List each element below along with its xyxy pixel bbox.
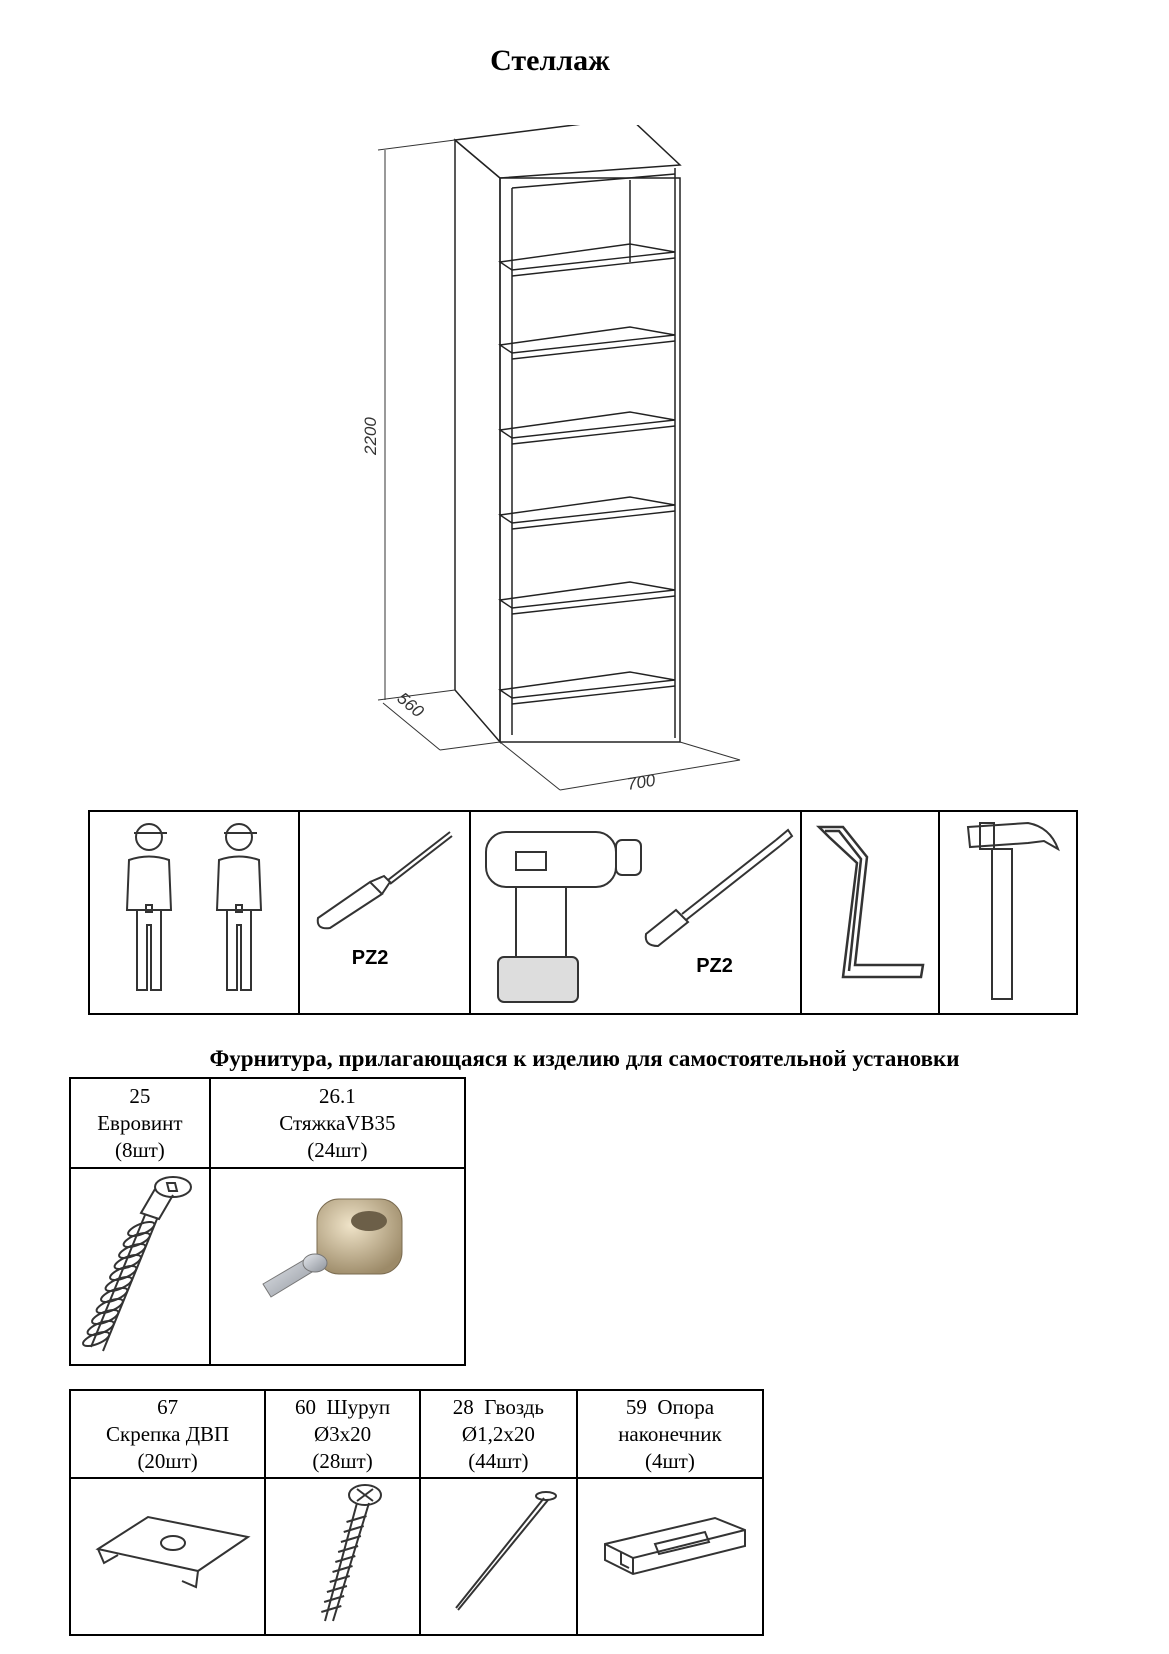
screwdriver-label: PZ2 — [351, 947, 389, 969]
cordless-drill-icon — [476, 812, 646, 1012]
bit-label: PZ2 — [696, 955, 733, 977]
height-dimension: 2200 — [361, 417, 380, 455]
shelf — [500, 244, 675, 270]
shelf — [500, 672, 675, 698]
hardware-header-panel-clip: 67 Скрепка ДВП (20шт) — [70, 1390, 265, 1478]
support-foot-icon — [585, 1504, 755, 1604]
shelf — [500, 327, 675, 353]
hardware-header-euro-screw: 25 Евровинт (8шт) — [70, 1078, 210, 1168]
depth-dimension: 560 — [393, 688, 428, 722]
hammer-cell — [939, 811, 1077, 1014]
screwdriver-cell — [299, 811, 470, 1014]
panel-clip-cell — [70, 1478, 265, 1635]
shelf — [500, 582, 675, 608]
hex-key-icon — [805, 815, 935, 1005]
workers-cell — [89, 811, 299, 1014]
cam-lock-cell — [210, 1168, 465, 1365]
width-dimension: 700 — [625, 770, 657, 794]
hammer-icon — [948, 813, 1068, 1008]
support-foot-cell — [577, 1478, 763, 1635]
panel-clip-icon — [78, 1499, 258, 1609]
shelving-unit-drawing — [350, 125, 770, 815]
nail-cell — [420, 1478, 577, 1635]
page-title: Стеллаж — [490, 44, 610, 77]
screwdriver-icon — [310, 820, 460, 930]
nail-icon — [428, 1484, 568, 1624]
hardware-table-1 — [69, 1077, 466, 1366]
hardware-header-cam-lock: 26.1 СтяжкаVB35 (24шт) — [210, 1078, 465, 1168]
euro-screw-icon — [75, 1169, 205, 1359]
cam-lock-icon — [217, 1169, 457, 1359]
wood-screw-cell — [265, 1478, 420, 1635]
euro-screw-cell — [70, 1168, 210, 1365]
hardware-header-support-foot: 59 Опора наконечник (4шт) — [577, 1390, 763, 1478]
two-workers-icon — [99, 815, 289, 1005]
hardware-header-nail: 28 Гвоздь Ø1,2х20 (44шт) — [420, 1390, 577, 1478]
hex-key-cell — [801, 811, 939, 1014]
hardware-header-wood-screw: 60 Шуруп Ø3х20 (28шт) — [265, 1390, 420, 1478]
shelf — [500, 412, 675, 438]
tools-table — [88, 810, 1078, 1015]
hardware-title: Фурнитура, прилагающаяся к изделию для самостоятельной установки — [209, 1046, 960, 1071]
shelf — [500, 497, 675, 523]
hardware-table-2 — [69, 1389, 764, 1636]
wood-screw-icon — [283, 1479, 403, 1629]
screwdriver-bit-icon — [636, 822, 801, 952]
drill-cell — [470, 811, 801, 1014]
